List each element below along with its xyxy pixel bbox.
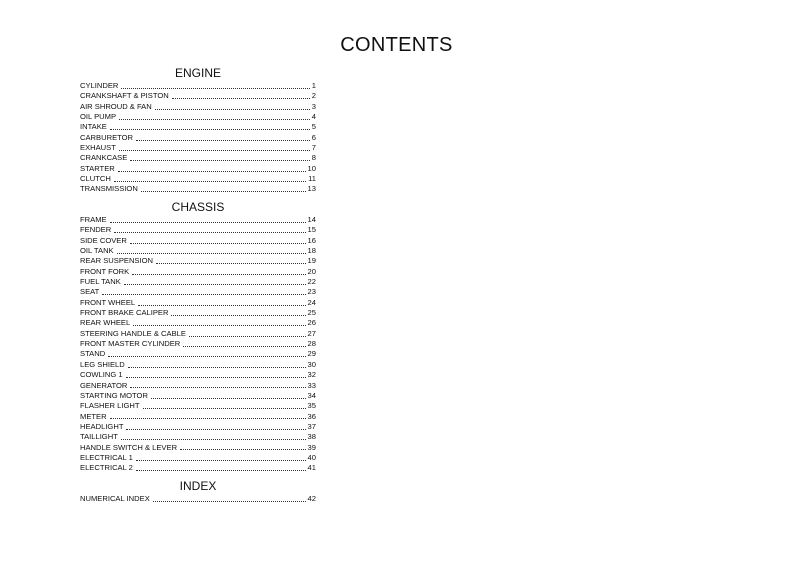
toc-entry-label: SIDE COVER — [80, 235, 127, 245]
dot-leader — [136, 140, 310, 141]
toc-entry[interactable] — [80, 215, 316, 225]
section-heading: ENGINE — [174, 66, 221, 80]
dot-leader — [171, 315, 305, 316]
toc-entry-page: 41 — [307, 463, 316, 473]
dot-leader — [114, 181, 306, 182]
toc-entry-page: 22 — [307, 277, 316, 287]
toc-entry-label: INTAKE — [80, 122, 107, 132]
toc-entry-page: 11 — [308, 174, 316, 184]
toc-entry-page: 28 — [307, 339, 316, 349]
toc-entry[interactable] — [80, 236, 316, 246]
dot-leader — [121, 439, 306, 440]
section-heading: CHASSIS — [171, 200, 225, 214]
toc-entry[interactable] — [80, 443, 316, 453]
toc-entry[interactable] — [80, 277, 316, 287]
toc-entry-page: 34 — [307, 390, 316, 400]
dot-leader — [124, 284, 306, 285]
dot-leader — [110, 418, 306, 419]
toc-entry-label: LEG SHIELD — [80, 359, 125, 369]
toc-entry-page: 7 — [311, 143, 316, 153]
toc-entry-label: TRANSMISSION — [80, 184, 138, 194]
toc-entry[interactable] — [80, 370, 316, 380]
page-title: CONTENTS — [340, 34, 453, 56]
toc-entry-label: CLUTCH — [80, 174, 111, 184]
toc-entry-label: NUMERICAL INDEX — [80, 494, 150, 503]
toc-entry-page: 35 — [307, 401, 316, 411]
dot-leader — [114, 232, 305, 233]
toc-entry-label: FRONT BRAKE CALIPER — [80, 308, 169, 318]
dot-leader — [110, 129, 310, 130]
toc-entry-page: 29 — [307, 349, 316, 359]
toc-entry[interactable] — [80, 256, 316, 266]
toc-entry[interactable] — [80, 143, 316, 153]
dot-leader — [180, 449, 305, 450]
toc-entry-label: AIR SHROUD & FAN — [80, 101, 152, 111]
toc-entry-page: 36 — [307, 411, 316, 421]
dot-leader — [189, 336, 306, 337]
toc-entry[interactable] — [80, 184, 316, 194]
dot-leader — [172, 98, 310, 99]
toc-entry-page: 16 — [307, 235, 316, 245]
dot-leader — [136, 470, 306, 471]
toc-entry[interactable] — [80, 225, 316, 235]
toc-entry[interactable] — [80, 494, 316, 504]
toc-entry-label: TAILLIGHT — [80, 432, 118, 442]
toc-entry-label: CRANKSHAFT & PISTON — [80, 91, 169, 101]
dot-leader — [108, 356, 305, 357]
dot-leader — [143, 408, 306, 409]
section-heading: INDEX — [179, 479, 217, 493]
toc-entry-label: HANDLE SWITCH & LEVER — [80, 442, 178, 452]
toc-entry-page: 38 — [307, 432, 316, 442]
toc-section-engine — [80, 65, 316, 195]
toc-entry[interactable] — [80, 112, 316, 122]
dot-leader — [138, 305, 305, 306]
toc-section-chassis — [80, 199, 316, 474]
toc-entry-page: 5 — [311, 122, 316, 132]
toc-entry-page: 42 — [307, 494, 316, 503]
dot-leader — [118, 171, 306, 172]
toc-entry[interactable] — [80, 360, 316, 370]
toc-entry[interactable] — [80, 153, 316, 163]
toc-entry[interactable] — [80, 432, 316, 442]
toc-entry-label: HEADLIGHT — [80, 421, 124, 431]
dot-leader — [153, 501, 306, 502]
toc-entry-page: 13 — [307, 184, 316, 194]
toc-entry-page: 14 — [307, 215, 316, 224]
toc-entry-label: FLASHER LIGHT — [80, 401, 140, 411]
toc-entry-page: 8 — [311, 153, 316, 163]
dot-leader — [128, 367, 306, 368]
toc-entry-label: FRONT MASTER CYLINDER — [80, 339, 181, 349]
toc-entry[interactable] — [80, 267, 316, 277]
toc-entry-label: STAND — [80, 349, 106, 359]
toc-entry-label: FUEL TANK — [80, 277, 121, 287]
toc-entry[interactable] — [80, 412, 316, 422]
toc-entry-page: 20 — [307, 266, 316, 276]
dot-leader — [119, 119, 310, 120]
dot-leader — [119, 150, 310, 151]
toc-section-index — [80, 478, 316, 504]
toc-entry[interactable] — [80, 422, 316, 432]
toc-entry[interactable] — [80, 102, 316, 112]
toc-entry-label: STARTING MOTOR — [80, 390, 148, 400]
toc-entry-page: 39 — [307, 442, 316, 452]
toc-entry-page: 1 — [311, 81, 316, 90]
toc-entry-label: FRONT WHEEL — [80, 297, 136, 307]
dot-leader — [117, 253, 306, 254]
dot-leader — [130, 160, 310, 161]
dot-leader — [121, 88, 309, 89]
toc-entry-label: STARTER — [80, 163, 115, 173]
toc-entry-label: CARBURETOR — [80, 132, 134, 142]
toc-entry-label: ELECTRICAL 2 — [80, 463, 133, 473]
dot-leader — [130, 387, 305, 388]
dot-leader — [155, 109, 310, 110]
toc-entry[interactable] — [80, 391, 316, 401]
dot-leader — [151, 398, 306, 399]
toc-entry[interactable] — [80, 164, 316, 174]
toc-entry[interactable] — [80, 298, 316, 308]
toc-entry[interactable] — [80, 329, 316, 339]
toc-entry[interactable] — [80, 381, 316, 391]
toc-entry-label: COWLING 1 — [80, 370, 123, 380]
toc-entry-label: FENDER — [80, 225, 112, 235]
toc-entry-label: STEERING HANDLE & CABLE — [80, 328, 186, 338]
toc-entry-label: GENERATOR — [80, 380, 128, 390]
toc-entry[interactable] — [80, 91, 316, 101]
toc-entry-page: 37 — [307, 421, 316, 431]
toc-entry-page: 3 — [311, 101, 316, 111]
toc-entry-label: FRONT FORK — [80, 266, 130, 276]
dot-leader — [130, 243, 306, 244]
toc-entry[interactable] — [80, 246, 316, 256]
toc-entry-page: 33 — [307, 380, 316, 390]
toc-entry-page: 25 — [307, 308, 316, 318]
toc-entry[interactable] — [80, 401, 316, 411]
dot-leader — [126, 429, 305, 430]
dot-leader — [141, 191, 306, 192]
toc-entry-page: 26 — [307, 318, 316, 328]
toc-entry-label: CRANKCASE — [80, 153, 128, 163]
toc-entry-page: 19 — [307, 256, 316, 266]
toc-entry-page: 15 — [307, 225, 316, 235]
toc-entry-page: 6 — [311, 132, 316, 142]
toc-entry-label: OIL TANK — [80, 246, 114, 256]
toc-entry[interactable] — [80, 308, 316, 318]
toc-entry-label: REAR SUSPENSION — [80, 256, 154, 266]
toc-entry[interactable] — [80, 287, 316, 297]
toc-entry-page: 2 — [311, 91, 316, 101]
toc-entry-page: 24 — [307, 297, 316, 307]
toc-entry-label: METER — [80, 411, 107, 421]
toc-entry-page: 32 — [307, 370, 316, 380]
toc-entry-label: FRAME — [80, 215, 107, 224]
toc-entry-page: 40 — [307, 452, 316, 462]
toc-entry[interactable] — [80, 349, 316, 359]
toc-entry[interactable] — [80, 174, 316, 184]
toc-entry-label: SEAT — [80, 287, 100, 297]
dot-leader — [126, 377, 306, 378]
toc-entry[interactable] — [80, 81, 316, 91]
dot-leader — [132, 274, 305, 275]
toc-entry-page: 30 — [307, 359, 316, 369]
dot-leader — [156, 263, 306, 264]
toc-entry-page: 10 — [307, 163, 316, 173]
dot-leader — [183, 346, 305, 347]
toc-entry[interactable] — [80, 453, 316, 463]
toc-entry[interactable] — [80, 463, 316, 473]
toc-entry[interactable] — [80, 339, 316, 349]
dot-leader — [102, 294, 305, 295]
toc-entry-page: 27 — [307, 328, 316, 338]
dot-leader — [136, 460, 306, 461]
dot-leader — [133, 325, 305, 326]
dot-leader — [110, 222, 306, 223]
toc-entry-label: OIL PUMP — [80, 112, 117, 122]
toc-entry-label: ELECTRICAL 1 — [80, 452, 133, 462]
toc-entry[interactable] — [80, 122, 316, 132]
toc-entry-page: 4 — [311, 112, 316, 122]
toc-entry-label: REAR WHEEL — [80, 318, 131, 328]
toc-entry-label: EXHAUST — [80, 143, 116, 153]
toc-entry[interactable] — [80, 318, 316, 328]
toc-entry-page: 23 — [307, 287, 316, 297]
toc-entry-page: 18 — [307, 246, 316, 256]
toc-entry-label: CYLINDER — [80, 81, 119, 90]
toc-entry[interactable] — [80, 133, 316, 143]
